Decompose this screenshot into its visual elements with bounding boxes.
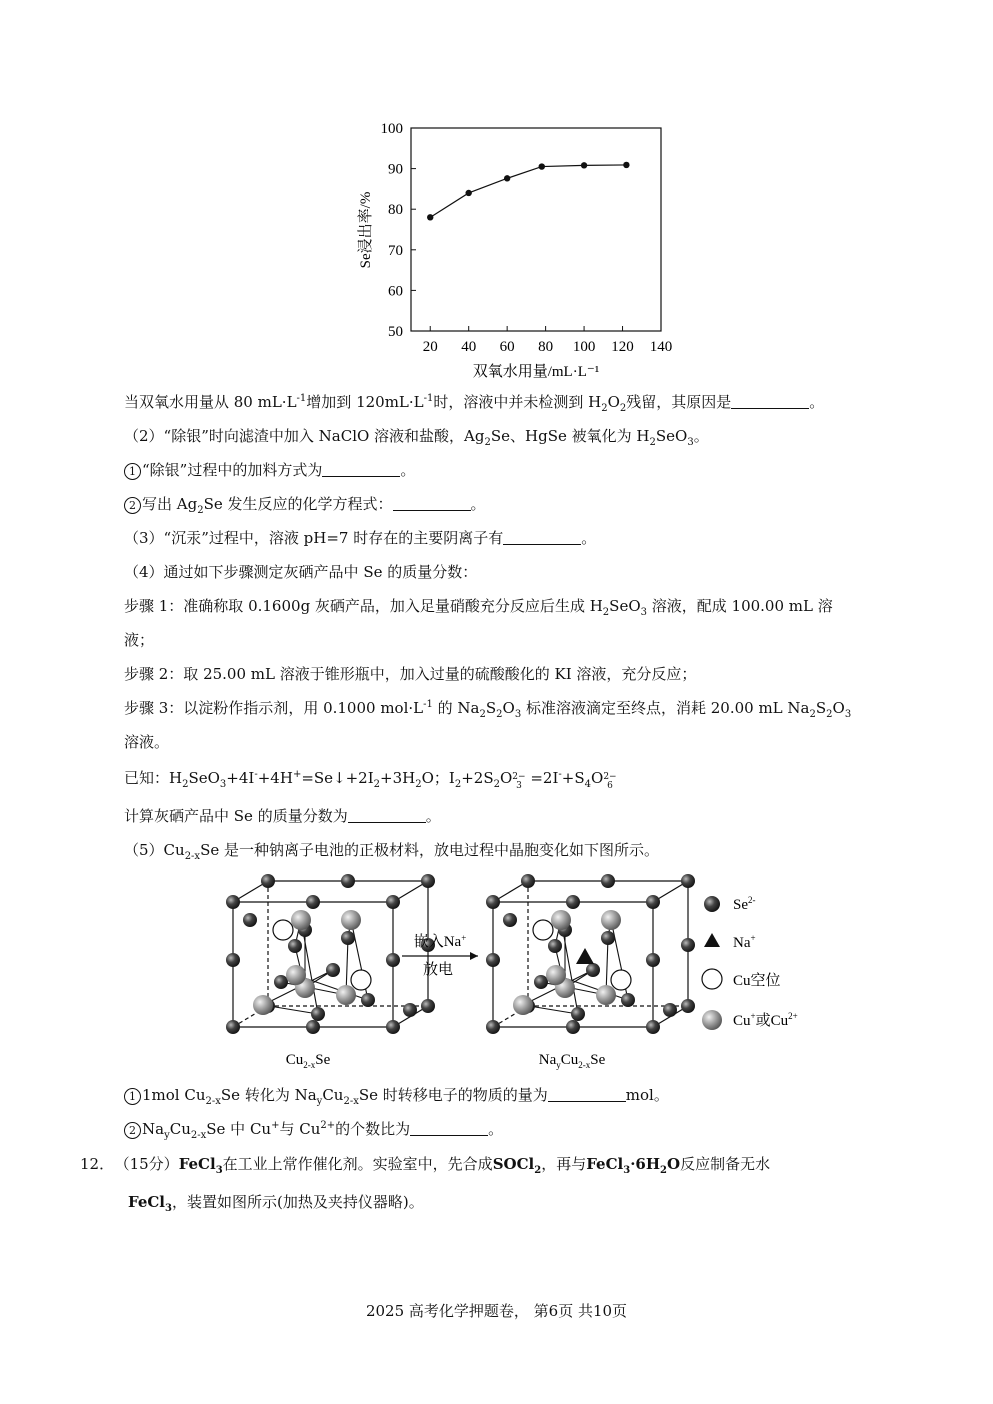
q12-line1: 12． （15分）FeCl$_3$在工业上常作催化剂。实验室中，先合成SOCl$_2$，再与$FeCl_3\cdot 6H_2O$反应制备无水	[80, 1155, 771, 1176]
q3-line: （3）“沉汞”过程中，溶液 pH=7 时存在的主要阴离子有 。	[124, 529, 597, 547]
answer-blank[interactable]	[503, 530, 581, 545]
data-point	[623, 162, 629, 168]
se-atom	[421, 999, 435, 1013]
data-point	[539, 163, 545, 169]
data-point	[465, 190, 471, 196]
q5-sub1: 1 1mol $Cu_{2-x}Se$ 转化为 $Na_yCu_{2-x}Se$ 时转移电子的物质的量为 mol。	[124, 1085, 669, 1105]
y-tick-label: 60	[388, 283, 403, 300]
x-tick-label: 20	[422, 339, 438, 355]
cu-vacancy	[273, 920, 293, 940]
legend-cu-icon	[702, 1010, 722, 1030]
q4-step2: 步骤 2：取 25.00 mL 溶液于锥形瓶中，加入过量的硫酸酸化的 KI 溶液，充分反应；	[124, 665, 697, 683]
q2-sub1: 1 “除银”过程中的加料方式为 。	[124, 460, 415, 480]
q12-line2: FeCl$_3$，装置如图所示(加热及夹持仪器略)。	[128, 1193, 424, 1214]
q5-sub2: 2 $Na_yCu_{2-x}Se$ 中 Cu+与 $Cu^{2+}$的个数比为 。	[124, 1119, 503, 1139]
y-tick-label: 100	[380, 121, 403, 137]
x-tick-label: 120	[611, 339, 634, 355]
se-atom	[226, 895, 240, 909]
se-atom	[274, 975, 288, 989]
x-tick-label: 80	[538, 339, 554, 355]
cu-atom	[286, 965, 306, 985]
cu-atom	[513, 995, 533, 1015]
legend-vacancy: Cu空位	[733, 973, 781, 989]
q1-reason-line: 当双氧水用量从 80 $mL\cdot L^{-1}$增加到 $120mL\cdot L^{-1}$时，溶液中并未检测到 $H_2O_2$残留，其原因是 。	[124, 393, 825, 414]
arrow-head	[470, 952, 478, 960]
cu-atom	[596, 985, 616, 1005]
arrow-label-top: 嵌入Na+	[413, 933, 467, 950]
cu-vacancy	[611, 970, 631, 990]
se-atom	[571, 1007, 585, 1021]
se-atom	[386, 953, 400, 967]
se-atom	[646, 953, 660, 967]
se-atom	[486, 895, 500, 909]
se-atom	[601, 874, 615, 888]
se-atom	[681, 999, 695, 1013]
se-atom	[261, 874, 275, 888]
legend-se-icon	[704, 896, 720, 912]
cu-vacancy	[533, 920, 553, 940]
cu-atom	[546, 965, 566, 985]
chart-marks	[427, 162, 630, 221]
cu-vacancy	[351, 970, 371, 990]
se-atom	[226, 953, 240, 967]
se-atom	[601, 931, 615, 945]
arrow-label-bottom: 放电	[422, 962, 454, 978]
plot-frame	[411, 128, 661, 331]
y-tick-label: 70	[388, 242, 403, 259]
answer-blank[interactable]	[322, 462, 400, 477]
answer-blank[interactable]	[731, 394, 809, 409]
y-axis-label: Se浸出率/%	[358, 191, 374, 269]
se-atom	[361, 993, 375, 1007]
se-atom	[326, 963, 340, 977]
data-point	[504, 175, 510, 181]
legend-vacancy-icon	[702, 969, 722, 989]
se-atom	[534, 975, 548, 989]
page-footer: 2025 高考化学押题卷， 第6页 共10页	[365, 1302, 628, 1320]
answer-blank[interactable]	[348, 808, 426, 823]
cu-atom	[341, 910, 361, 930]
x-tick-label: 140	[649, 339, 673, 355]
se-atom	[566, 895, 580, 909]
q5-intro: $(5)Cu_{2-x}Se$ 是一种钠离子电池的正极材料，放电过程中晶胞变化如下图所示。	[124, 841, 660, 862]
q4-known: 已知：$H_2SeO_3+4I^-+4H^+=Se↓+2I_2+3H_2O$；$I_2+2S_2O2-$ $3 =2I^-+S_4O2-$ 6	[124, 769, 617, 791]
x-tick-label: 100	[572, 339, 596, 355]
se-atom	[306, 1020, 320, 1034]
answer-blank[interactable]	[548, 1087, 626, 1102]
cell-naycu2-xse	[486, 874, 695, 1034]
se-atom	[621, 993, 635, 1007]
cu-atom	[253, 995, 273, 1015]
se-atom	[486, 1020, 500, 1034]
se-atom	[288, 939, 302, 953]
se-atom	[341, 874, 355, 888]
q4-step1: 步骤 1：准确称取 0.1600g 灰硒产品，加入足量硝酸充分反应后生成 $H_2SeO_3$ 溶液，配成 100.00 mL 溶	[124, 597, 833, 618]
series-line	[430, 165, 626, 217]
se-atom	[243, 913, 257, 927]
se-atom	[403, 1003, 417, 1017]
chart-axes	[381, 121, 673, 355]
legend-se: $Se^{2-}$	[733, 895, 756, 913]
se-atom	[646, 895, 660, 909]
na-ion	[576, 948, 594, 964]
q4-step1-cont: 液；	[124, 631, 155, 649]
se-atom	[386, 1020, 400, 1034]
se-atom	[586, 963, 600, 977]
leaching-rate-chart	[0, 0, 993, 400]
q4-calc: 计算灰硒产品中 Se 的质量分数为 。	[124, 807, 441, 825]
se-atom	[646, 1020, 660, 1034]
se-atom	[681, 938, 695, 952]
y-tick-label: 50	[388, 324, 403, 340]
legend-na-icon	[704, 933, 720, 947]
se-atom	[548, 939, 562, 953]
y-tick-label: 80	[388, 202, 403, 219]
q4-step3: 步骤 3：以淀粉作指示剂，用 0.1000 $mol\cdot L^{-1}$ 的 $Na_2S_2O_3$ 标准溶液滴定至终点，消耗 20.00 mL $Na_2S_2O_3$	[124, 699, 852, 720]
legend-na: Na+	[733, 933, 756, 951]
se-atom	[663, 1003, 677, 1017]
se-atom	[421, 874, 435, 888]
x-tick-label: 60	[499, 339, 515, 355]
x-tick-label: 40	[461, 339, 477, 355]
q2-intro: （2）“除银”时向滤渣中加入 NaClO 溶液和盐酸，$Ag_2Se$、HgSe 被氧化为 $H_2SeO_3$。	[124, 427, 709, 448]
label-right-cell: $Na_yCu_{2-x}Se$	[538, 1052, 606, 1070]
cu-atom	[291, 910, 311, 930]
legend-cu: Cu+或$Cu^{2+}$	[733, 1011, 798, 1029]
x-axis-label: 双氧水用量/mL·L⁻¹	[472, 364, 600, 380]
y-tick-label: 90	[388, 161, 403, 178]
se-atom	[386, 895, 400, 909]
q4-intro: （4）通过如下步骤测定灰硒产品中 Se 的质量分数：	[124, 563, 478, 581]
se-atom	[486, 953, 500, 967]
label-left-cell: $Cu_{2-x}Se$	[285, 1052, 331, 1070]
data-point	[581, 162, 587, 168]
crystal-cell-diagram	[0, 860, 993, 1080]
cu-atom	[336, 985, 356, 1005]
cu-atom	[551, 910, 571, 930]
cu-atom	[601, 910, 621, 930]
data-point	[427, 214, 433, 220]
answer-blank[interactable]	[393, 496, 471, 511]
se-atom	[566, 1020, 580, 1034]
se-atom	[521, 874, 535, 888]
se-atom	[311, 1007, 325, 1021]
se-atom	[226, 1020, 240, 1034]
answer-blank[interactable]	[410, 1121, 488, 1136]
q2-sub2: 2 写出 $Ag_2Se$ 发生反应的化学方程式： 。	[124, 494, 486, 514]
se-atom	[503, 913, 517, 927]
se-atom	[341, 931, 355, 945]
se-atom	[306, 895, 320, 909]
se-atom	[681, 874, 695, 888]
q4-step3-cont: 溶液。	[124, 733, 170, 751]
cell-cu2-xse	[226, 874, 435, 1034]
